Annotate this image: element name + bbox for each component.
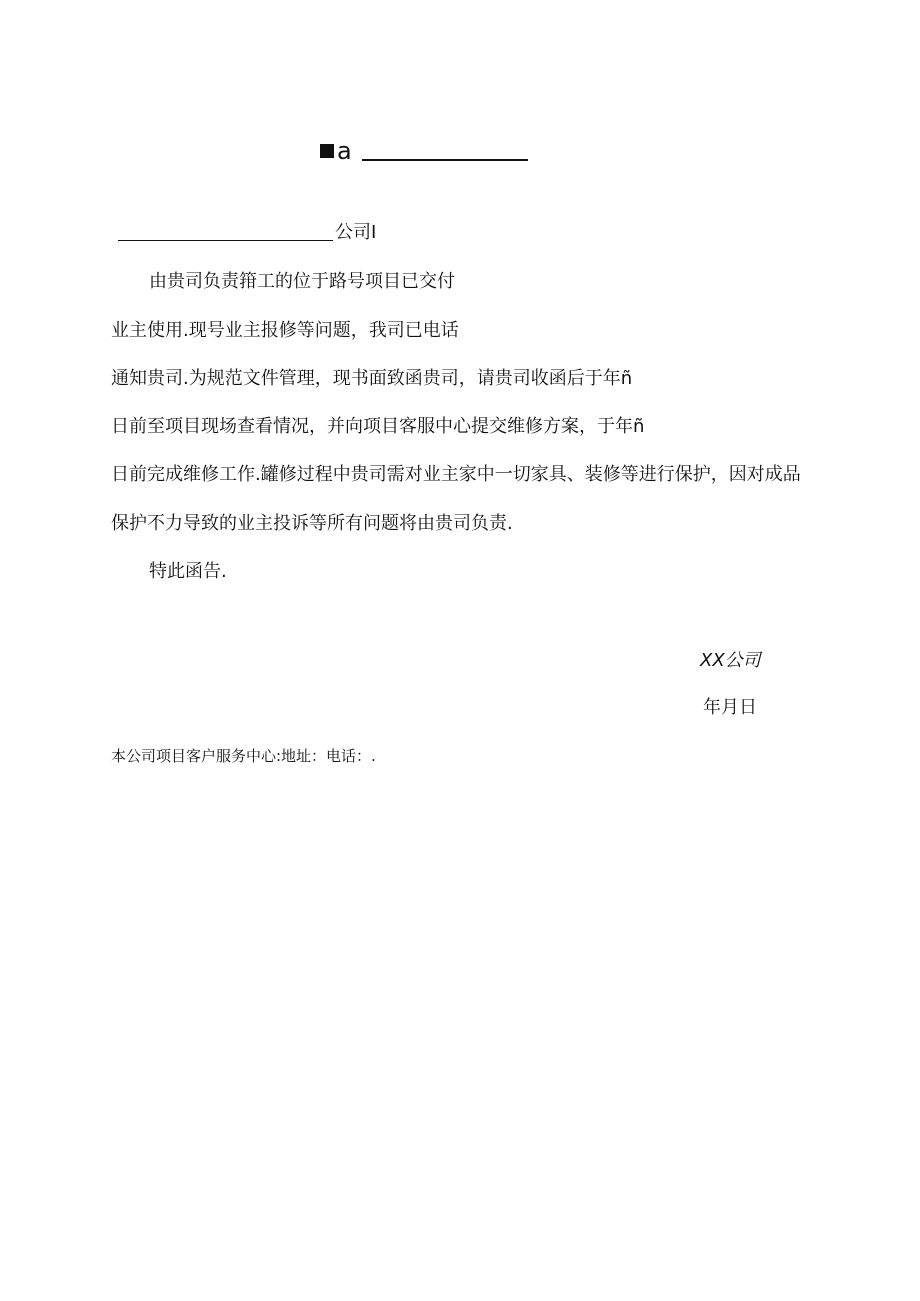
body-paragraph-line: 日前至项目现场查看情况，并向项目客服中心提交维修方案，于年ñ: [111, 416, 645, 437]
body-paragraph-line: 保护不力导致的业主投诉等所有问题将由贵司负责.: [111, 513, 513, 534]
title-blank-line: [362, 159, 528, 161]
body-paragraph-line: 由贵司负责箝工的位于路号项目已交付: [149, 271, 455, 292]
signature-company: XX公司: [700, 650, 761, 671]
body-paragraph-line: 通知贵司.为规范文件管理，现书面致函贵司，请贵司收函后于年ñ: [111, 368, 633, 389]
letter-title: [320, 136, 528, 166]
signature-date: 年月日: [703, 697, 757, 718]
addressee-blank-line: [118, 240, 333, 241]
title-text: a: [337, 137, 352, 165]
service-center-contact: 本公司项目客户服务中心:地址：电话：.: [111, 747, 376, 765]
body-paragraph-line: 业主使用.现号业主报修等问题，我司已电话: [111, 320, 459, 341]
body-paragraph-line: 日前完成维修工作.罐修过程中贵司需对业主家中一切家具、装修等进行保护，因对成品: [111, 464, 801, 485]
title-square-mark: [320, 144, 334, 158]
addressee-suffix: 公司I: [335, 222, 377, 243]
addressee-line: [118, 220, 376, 246]
closing-line: 特此函告.: [149, 561, 227, 582]
